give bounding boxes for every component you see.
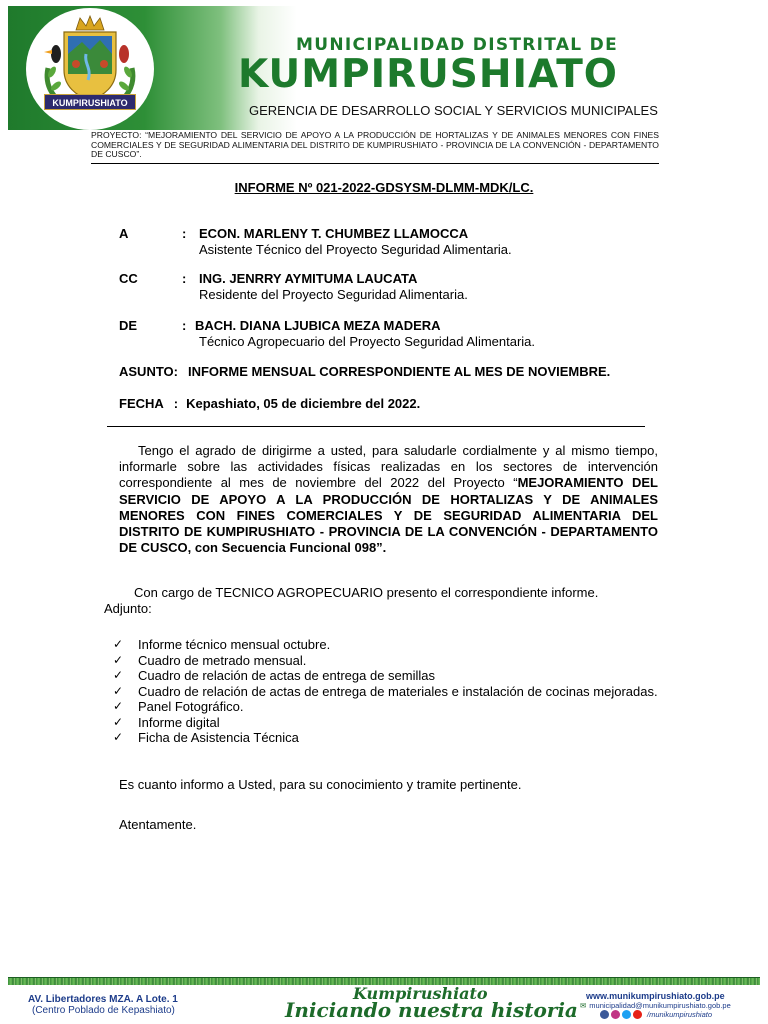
- memo-cc-role: Residente del Proyecto Seguridad Alimentaria.: [199, 287, 468, 302]
- list-item-text: Cuadro de relación de actas de entrega de semillas: [138, 668, 436, 683]
- memo-date: [119, 396, 420, 411]
- instagram-icon[interactable]: [611, 1010, 620, 1019]
- memo-cc-name: ING. JENRRY AYMITUMA LAUCATA: [199, 271, 418, 286]
- memo-date-value: Kepashiato, 05 de diciembre del 2022.: [186, 396, 421, 411]
- footer-address-line1: AV. Libertadores MZA. A Lote. 1: [28, 994, 178, 1005]
- second-paragraph: [104, 585, 658, 617]
- footer-website-link[interactable]: www.munikumpirushiato.gob.pe: [586, 991, 725, 1001]
- memo-to-label: A: [119, 226, 129, 241]
- footer-address-line2: (Centro Poblado de Kepashiato): [32, 1005, 175, 1016]
- second-paragraph-text: Con cargo de TECNICO AGROPECUARIO presento el correspondiente informe.: [134, 585, 599, 600]
- check-icon: ✓: [113, 714, 124, 729]
- memo-to-role: Asistente Técnico del Proyecto Seguridad Alimentaria.: [199, 242, 512, 257]
- list-item: [113, 668, 658, 684]
- list-item: [113, 653, 658, 669]
- list-item: [113, 699, 658, 715]
- attachments-list: [113, 637, 658, 746]
- list-item: [113, 730, 658, 746]
- memo-from-name: BACH. DIANA LJUBICA MEZA MADERA: [195, 318, 441, 333]
- list-item: [113, 637, 658, 653]
- memo-to-name: ECON. MARLENY T. CHUMBEZ LLAMOCCA: [199, 226, 469, 241]
- list-item-text: Panel Fotográfico.: [138, 699, 244, 714]
- list-item-text: Cuadro de metrado mensual.: [138, 652, 307, 668]
- list-item: [113, 684, 658, 700]
- check-icon: ✓: [113, 699, 124, 713]
- check-icon: ✓: [113, 652, 124, 667]
- closing-text: Es cuanto informo a Usted, para su conocimiento y tramite pertinente.: [119, 777, 522, 792]
- department-name: GERENCIA DE DESARROLLO SOCIAL Y SERVICIOS MUNICIPALES: [249, 103, 658, 118]
- attachments-label: Adjunto:: [104, 601, 152, 617]
- list-item-text: Ficha de Asistencia Técnica: [138, 730, 299, 745]
- footer-slogan-line2: Iniciando nuestra historia: [285, 998, 578, 1022]
- memo-from-role: Técnico Agropecuario del Proyecto Seguridad Alimentaria.: [199, 334, 536, 349]
- check-icon: ✓: [113, 668, 124, 682]
- municipality-name-line1: MUNICIPALIDAD DISTRITAL DE: [296, 35, 618, 55]
- memo-separator: :: [182, 318, 187, 333]
- youtube-icon[interactable]: [633, 1010, 642, 1019]
- footer-email[interactable]: [580, 1001, 731, 1010]
- list-item-text: Informe técnico mensual octubre.: [138, 637, 331, 652]
- farewell-text: Atentamente.: [119, 817, 197, 832]
- mail-icon: ✉: [580, 1001, 587, 1010]
- facebook-icon[interactable]: [600, 1010, 609, 1019]
- memo-from-label: DE: [119, 318, 138, 333]
- footer-slogan-line1: Kumpirushiato: [353, 984, 488, 1003]
- list-item: [113, 715, 658, 731]
- memo-separator: :: [173, 396, 179, 411]
- list-item-text: Informe digital: [138, 714, 220, 730]
- footer-social: [600, 1010, 712, 1019]
- body-intro-text: Tengo el agrado de dirigirme a usted, para saludarle cordialmente y al mismo tiempo, informarle sobre las actividades físicas realizadas en los sectores de intervención correspondiente al mes de noviembre del 2022 del Proyecto “: [119, 443, 658, 491]
- project-header-text: PROYECTO: “MEJORAMIENTO DEL SERVICIO DE APOYO A LA PRODUCCIÓN DE HORTALIZAS Y DE ANIMALES MENORES CON FINES COMERCIALES Y DE SEGURIDAD ALIMENTARIA DEL DISTRITO DE KUMPIRUSHIATO - PROVINCIA DE LA CONVENCIÓN - DEPARTAMENTO DE CUSCO”.: [91, 131, 659, 164]
- twitter-icon[interactable]: [622, 1010, 631, 1019]
- memo-subject: [119, 364, 610, 379]
- check-icon: ✓: [113, 637, 124, 651]
- memo-separator: :: [182, 226, 187, 241]
- footer-email-text: municipalidad@munikumpirushiato.gob.pe: [589, 1001, 731, 1010]
- list-item-text: Cuadro de relación de actas de entrega de materiales e instalación de cocinas mejoradas.: [138, 683, 658, 699]
- header-divider-line: [107, 426, 645, 427]
- check-icon: ✓: [113, 730, 124, 744]
- check-icon: ✓: [113, 683, 124, 698]
- seal-ribbon-label: KUMPIRUSHIATO: [44, 94, 136, 110]
- memo-subject-value: INFORME MENSUAL CORRESPONDIENTE AL MES DE NOVIEMBRE.: [187, 364, 611, 379]
- memo-subject-label: ASUNTO:: [119, 364, 178, 379]
- coat-of-arms-icon: [26, 8, 154, 130]
- body-project-text: MEJORAMIENTO DEL SERVICIO DE APOYO A LA PRODUCCIÓN DE HORTALIZAS Y DE ANIMALES MENORES CON FINES COMERCIALES Y DE SEGURIDAD ALIMENTARIA DEL DISTRITO DE KUMPIRUSHIATO - PROVINCIA DE LA CONVENCIÓN - DEPARTAMENTO DE CUSCO, con Secuencia Funcional 098”.: [119, 475, 658, 556]
- memo-cc-label: CC: [119, 271, 138, 286]
- municipality-name-line2: KUMPIRUSHIATO: [238, 52, 618, 97]
- memo-date-label: FECHA: [119, 396, 164, 411]
- social-handle[interactable]: /munikumpirushiato: [647, 1010, 713, 1019]
- report-title: INFORME Nº 021-2022-GDSYSM-DLMM-MDK/LC.: [234, 180, 534, 195]
- municipal-seal-logo: [26, 8, 154, 130]
- body-paragraph: [119, 443, 658, 556]
- memo-separator: :: [182, 271, 187, 286]
